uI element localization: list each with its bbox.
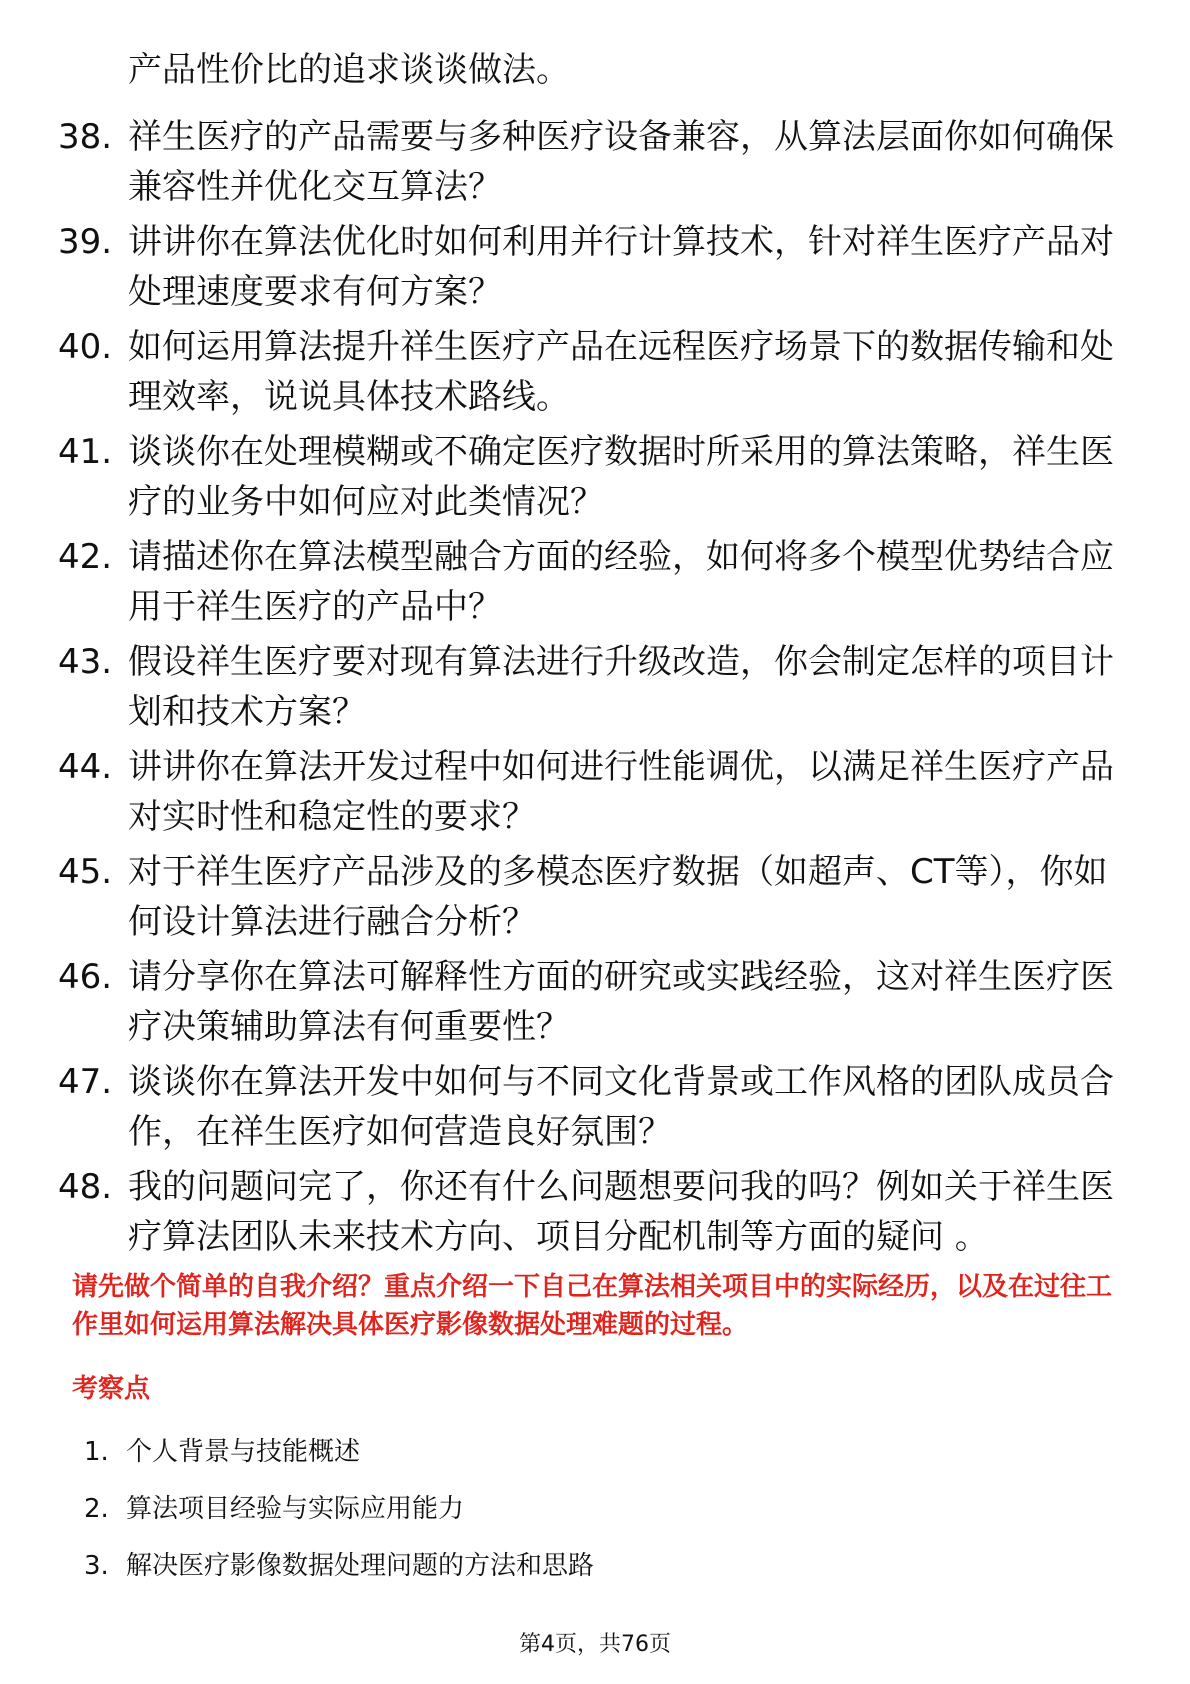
- question-item: [58, 742, 1118, 842]
- question-item: [58, 322, 1118, 422]
- point-text: 解决医疗影像数据处理问题的方法和思路: [126, 1551, 595, 1581]
- question-item: [58, 847, 1118, 947]
- question-item: [58, 112, 1118, 212]
- point-number: 3.: [84, 1551, 109, 1581]
- question-number: 39.: [58, 222, 113, 262]
- point-item: [84, 1548, 594, 1584]
- question-text: 谈谈你在算法开发中如何与不同文化背景或工作风格的团队成员合作，在祥生医疗如何营造良好氛围？: [128, 1062, 1114, 1152]
- question-number: 46.: [58, 957, 113, 997]
- featured-question: 请先做个简单的自我介绍？重点介绍一下自己在算法相关项目中的实际经历，以及在过往工作里如何运用算法解决具体医疗影像数据处理难题的过程。: [72, 1272, 1113, 1340]
- question-list: [58, 112, 1118, 1267]
- question-number: 48.: [58, 1167, 113, 1207]
- question-item: [58, 1162, 1118, 1262]
- question-text: 谈谈你在处理模糊或不确定医疗数据时所采用的算法策略，祥生医疗的业务中如何应对此类情况？: [128, 432, 1114, 522]
- continuation-text: 产品性价比的追求谈谈做法。: [128, 50, 570, 90]
- question-item: [58, 952, 1118, 1052]
- question-text: 请分享你在算法可解释性方面的研究或实践经验，这对祥生医疗医疗决策辅助算法有何重要性？: [128, 957, 1114, 1047]
- question-text: 我的问题问完了，你还有什么问题想要问我的吗？例如关于祥生医疗算法团队未来技术方向、项目分配机制等方面的疑问 。: [128, 1167, 1114, 1257]
- question-item: [58, 1057, 1118, 1157]
- question-text: 假设祥生医疗要对现有算法进行升级改造，你会制定怎样的项目计划和技术方案？: [128, 642, 1114, 732]
- question-number: 40.: [58, 327, 113, 367]
- point-text: 算法项目经验与实际应用能力: [126, 1494, 465, 1524]
- question-text: 请描述你在算法模型融合方面的经验，如何将多个模型优势结合应用于祥生医疗的产品中？: [128, 537, 1114, 627]
- question-item: [58, 217, 1118, 317]
- question-number: 47.: [58, 1062, 113, 1102]
- page-footer: 第4页，共76页: [519, 1632, 671, 1657]
- question-item: [58, 427, 1118, 527]
- question-text: 讲讲你在算法优化时如何利用并行计算技术，针对祥生医疗产品对处理速度要求有何方案？: [128, 222, 1114, 312]
- question-number: 45.: [58, 852, 113, 892]
- question-text: 如何运用算法提升祥生医疗产品在远程医疗场景下的数据传输和处理效率，说说具体技术路线。: [128, 327, 1114, 417]
- question-text: 祥生医疗的产品需要与多种医疗设备兼容，从算法层面你如何确保兼容性并优化交互算法？: [128, 117, 1114, 207]
- point-text: 个人背景与技能概述: [126, 1437, 361, 1467]
- question-item: [58, 637, 1118, 737]
- question-number: 41.: [58, 432, 113, 472]
- point-number: 1.: [84, 1437, 109, 1467]
- question-item: [58, 532, 1118, 632]
- question-number: 43.: [58, 642, 113, 682]
- section-label: 考察点: [72, 1374, 151, 1404]
- assessment-points: [84, 1434, 594, 1605]
- question-number: 38.: [58, 117, 113, 157]
- point-item: [84, 1491, 594, 1527]
- question-number: 44.: [58, 747, 113, 787]
- question-text: 讲讲你在算法开发过程中如何进行性能调优，以满足祥生医疗产品对实时性和稳定性的要求？: [128, 747, 1114, 837]
- question-text: 对于祥生医疗产品涉及的多模态医疗数据（如超声、CT等），你如何设计算法进行融合分析？: [128, 852, 1108, 942]
- point-number: 2.: [84, 1494, 109, 1524]
- point-item: [84, 1434, 594, 1470]
- question-number: 42.: [58, 537, 113, 577]
